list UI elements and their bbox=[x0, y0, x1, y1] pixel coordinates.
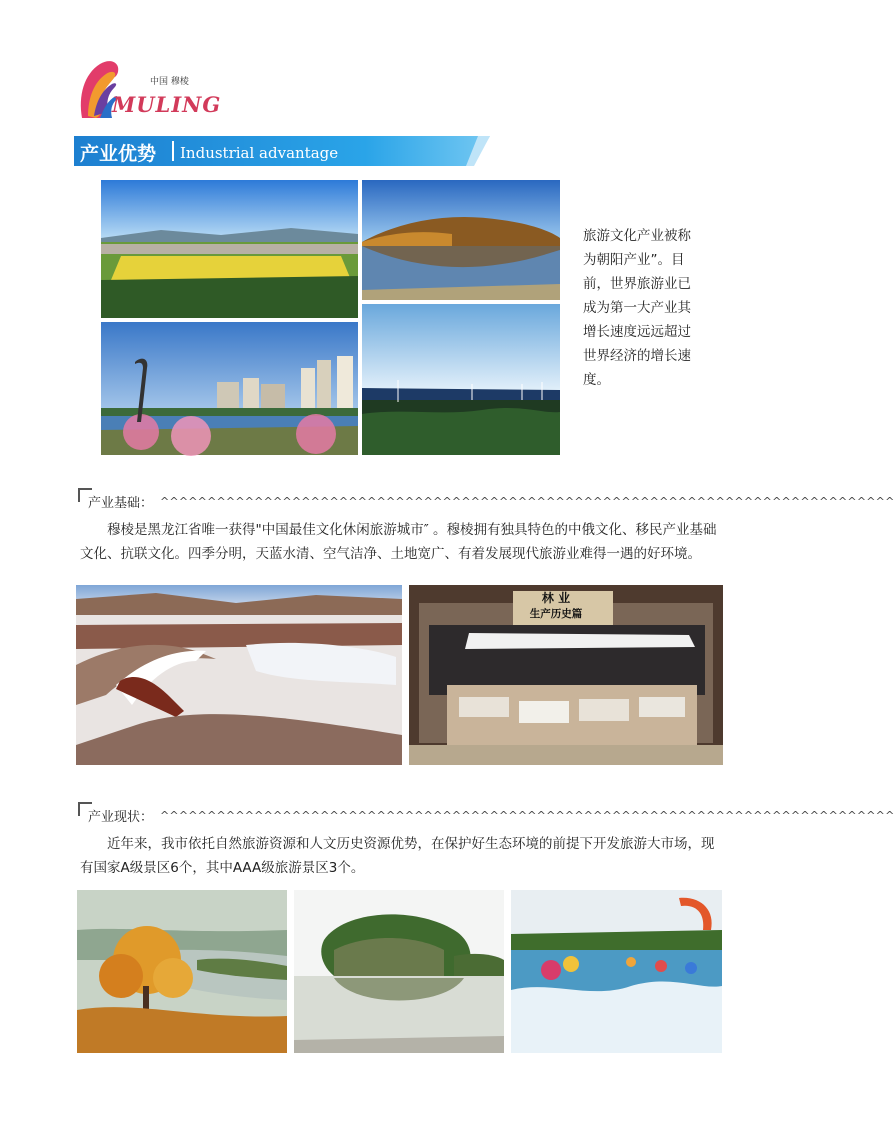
title-divider bbox=[172, 141, 174, 161]
section-label-basis: 产业基础： bbox=[88, 496, 154, 511]
section-title: 产业优势 bbox=[80, 143, 157, 165]
museum-sign-line2: 生产历史篇 bbox=[529, 608, 583, 620]
snow-train-photo bbox=[76, 585, 402, 765]
logo-small-text: 中国 穆棱 bbox=[150, 77, 189, 87]
section-label-status: 产业现状： bbox=[88, 810, 154, 825]
wind-turbine-forest-photo bbox=[362, 304, 560, 455]
basis-paragraph: 穆棱是黑龙江省唯一获得"中国最佳文化休闲旅游城市″ 。穆棱拥有独具特色的中俄文化、移民产业基础文化、抗联文化。四季分明，天蓝水清、空气洁净、土地宽广、有着发展现代旅游业难得一遇的好环境。 bbox=[80, 522, 717, 562]
section-subtitle: Industrial advantage bbox=[180, 144, 339, 162]
caret-divider: ^^^^^^^^^^^^^^^^^^^^^^^^^^^^^^^^^^^^^^^^^^^^^^^^^^^^^^^^^^^^^^^^^^^^^^^^^^^^^^ bbox=[160, 809, 895, 822]
water-park-photo bbox=[511, 890, 722, 1053]
logo-main-text: MULING bbox=[112, 92, 222, 117]
caret-divider: ^^^^^^^^^^^^^^^^^^^^^^^^^^^^^^^^^^^^^^^^^^^^^^^^^^^^^^^^^^^^^^^^^^^^^^^^^^^^^^ bbox=[160, 495, 895, 508]
autumn-tree-lake-photo bbox=[77, 890, 287, 1053]
museum-sign-line1: 林 业 bbox=[541, 591, 571, 605]
lake-reflection-photo bbox=[362, 180, 560, 300]
intro-text: 旅游文化产业被称为朝阳产业”。目前，世界旅游业已成为第一大产业其增长速度远远超过世界经济的增长速度。 bbox=[583, 228, 691, 388]
island-lake-photo bbox=[294, 890, 504, 1053]
city-landscape-photo bbox=[101, 180, 358, 318]
museum-sign-text bbox=[526, 590, 586, 622]
city-buildings-photo bbox=[101, 322, 358, 455]
status-paragraph: 近年来，我市依托自然旅游资源和人文历史资源优势，在保护好生态环境的前提下开发旅游大市场，现有国家A级景区6个，其中AAA级旅游景区3个。 bbox=[80, 836, 715, 876]
